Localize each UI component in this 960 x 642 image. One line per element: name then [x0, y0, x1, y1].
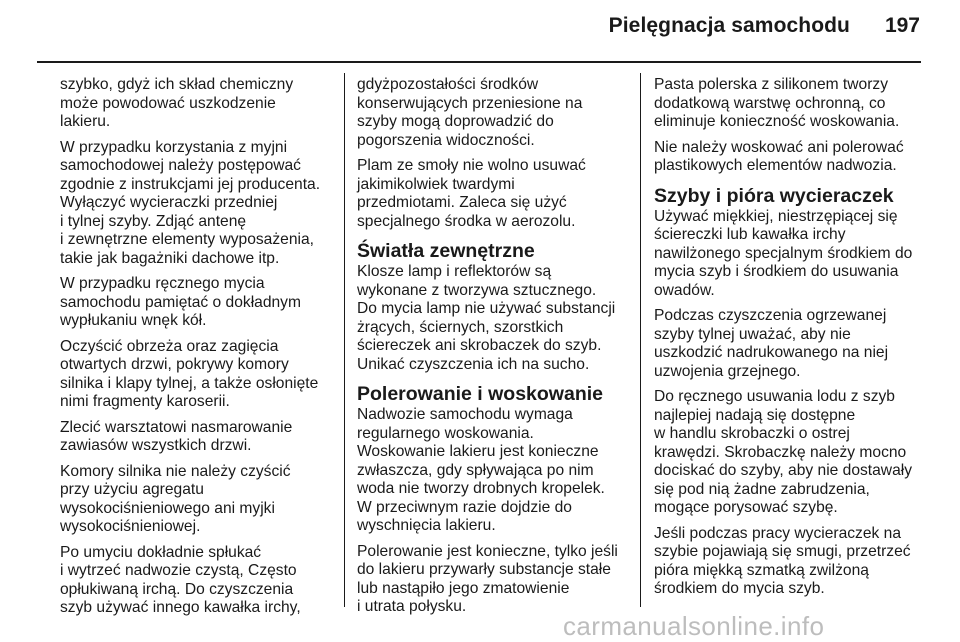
section-heading-polishing-waxing: Polerowanie i woskowanie [357, 383, 603, 405]
page-title: Pielęgnacja samochodu [608, 14, 850, 37]
text-column-1 [60, 76, 336, 625]
paragraph: Po umyciu dokładnie spłukać i wytrzeć nadwozie czystą, Często opłukiwaną irchą. Do czyszczenia szyb używać innego kawałka irchy, [60, 543, 301, 616]
paragraph: Polerowanie jest konieczne, tylko jeśli do lakieru przywarły substancje stałe lub nastąpiło jego zmatowienie i utrata połysku. [357, 542, 618, 615]
text-column-3 [654, 76, 950, 606]
paragraph: Zlecić warsztatowi nasmarowanie zawiasów wszystkich drzwi. [60, 418, 293, 454]
paragraph: Jeśli podczas pracy wycieraczek na szybie pojawiają się smugi, przetrzeć pióra miękką szmatką zwilżoną środkiem do mycia szyb. [654, 524, 911, 597]
paragraph: Nadwozie samochodu wymaga regularnego woskowania. Woskowanie lakieru jest konieczne zwłaszcza, gdy spływająca po nim woda nie tworzy drobnych kropelek. W przeciwnym razie dojdzie do wyschnięcia lakieru. [357, 406, 605, 534]
text-column-2 [357, 76, 633, 624]
paragraph: gdyżpozostałości środków konserwujących przeniesione na szyby mogą doprowadzić do pogorszenia widoczności. [357, 76, 583, 149]
paragraph: Komory silnika nie należy czyścić przy użyciu agregatu wysokociśnieniowego ani myjki wysokociśnieniowej. [60, 462, 291, 535]
section-heading-exterior-lights: Światła zewnętrzne [357, 240, 535, 262]
paragraph: Podczas czyszczenia ogrzewanej szyby tylnej uważać, aby nie uszkodzić nadrukowanego na niej uzwojenia grzejnego. [654, 307, 889, 380]
section-heading-windows-wipers: Szyby i pióra wycieraczek [654, 184, 894, 207]
paragraph: Pasta polerska z silikonem tworzy dodatkową warstwę ochronną, co eliminuje konieczność woskowania. [654, 76, 900, 130]
watermark: carmanualsonline.info [563, 611, 825, 641]
paragraph: Oczyścić obrzeża oraz zagięcia otwartych drzwi, pokrywy komory silnika i klapy tylnej, a także osłonięte nimi fragmenty karoserii. [60, 337, 319, 410]
paragraph: Używać miękkiej, niestrzępiącej się ściereczki lub kawałka irchy nawilżonego specjalnym środkiem do mycia szyb i środkiem do usuwania owadów. [654, 207, 913, 299]
column-divider-2 [640, 73, 641, 607]
page-header [0, 0, 960, 64]
paragraph: W przypadku korzystania z myjni samochodowej należy postępować zgodnie z instrukcjami jej producenta. Wyłączyć wycieraczki przedniej i tylnej szyby. Zdjąć antenę i zewnętrzne elementy wyposażenia, takie jak bagażniki dachowe itp. [60, 138, 321, 267]
paragraph: Klosze lamp i reflektorów są wykonane z tworzywa sztucznego. Do mycia lamp nie używać substancji żrących, ściernych, szorstkich ściereczek ani skrobaczek do szyb. Unikać czyszczenia ich na sucho. [357, 263, 616, 373]
page-number: 197 [884, 14, 920, 37]
paragraph: W przypadku ręcznego mycia samochodu pamiętać o dokładnym wypłukaniu wnęk kół. [60, 275, 301, 329]
paragraph: Plam ze smoły nie wolno usuwać jakimikolwiek twardymi przedmiotami. Zaleca się użyć specjalnego środka w aerozolu. [357, 157, 586, 230]
column-divider-1 [344, 73, 345, 607]
paragraph: Nie należy woskować ani polerować plastikowych elementów nadwozia. [654, 138, 904, 174]
paragraph: Do ręcznego usuwania lodu z szyb najlepiej nadają się dostępne w handlu skrobaczki o ostrej krawędzi. Skrobaczkę należy mocno dociskać do szyby, aby nie dostawały się pod nią żadne zabrudzenia, mogące porysować szybę. [654, 388, 913, 516]
paragraph: szybko, gdyż ich skład chemiczny może powodować uszkodzenie lakieru. [60, 76, 294, 130]
header-divider [37, 61, 921, 63]
